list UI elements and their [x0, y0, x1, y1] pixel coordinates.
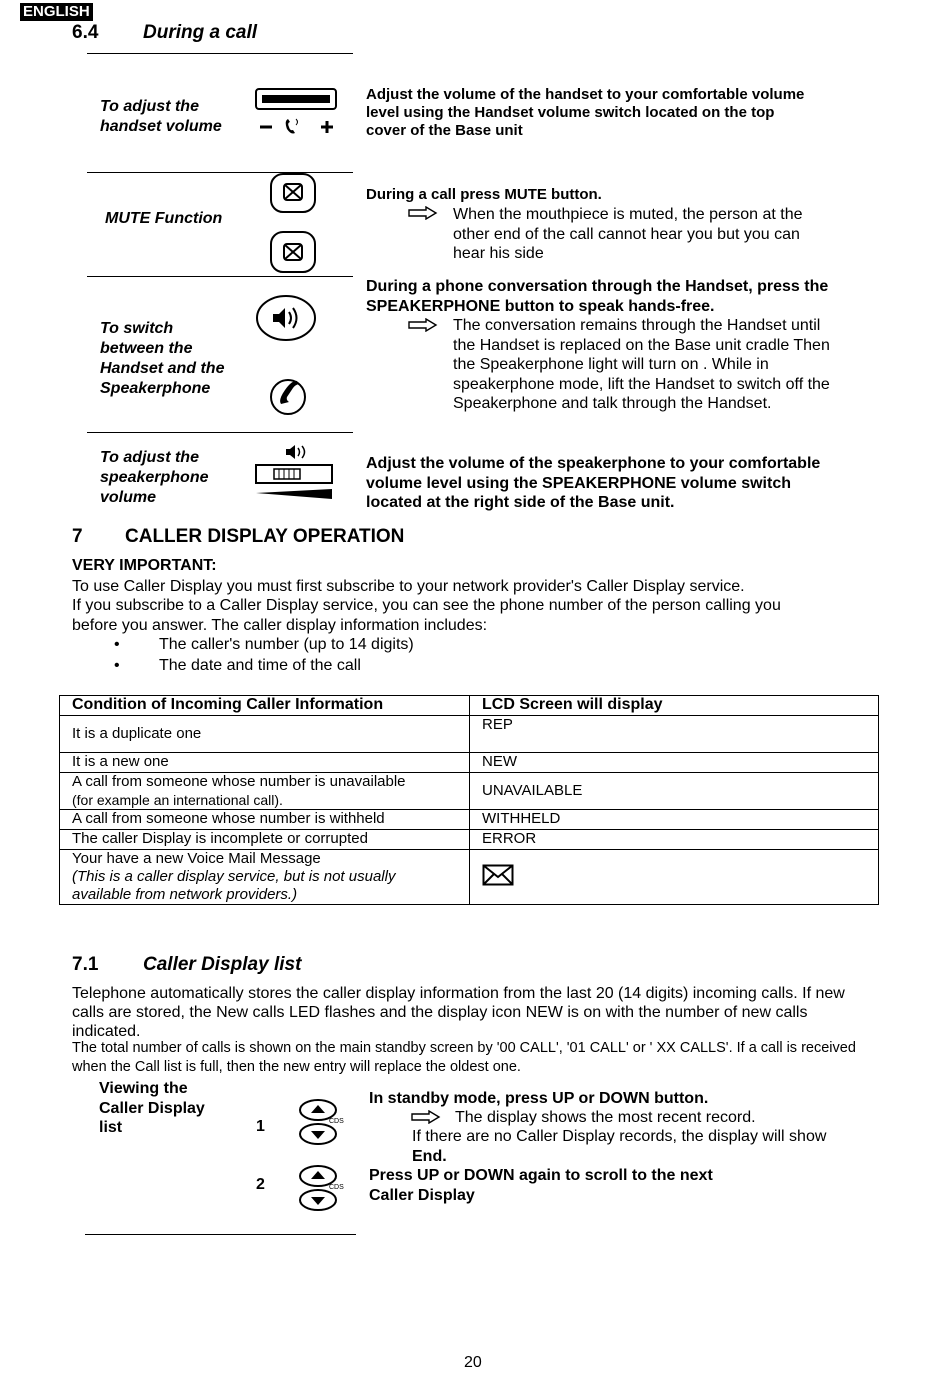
section-7-title: CALLER DISPLAY OPERATION: [125, 526, 405, 547]
step-number: 1: [256, 1118, 265, 1135]
intro-line-1: To use Caller Display you must first subscribe to your network provider's Caller Display service.: [72, 578, 745, 595]
step-1-text: In standby mode, press UP or DOWN button.: [369, 1090, 709, 1107]
bullet-item: • The date and time of the call: [72, 656, 414, 677]
info-bullets: [72, 635, 414, 676]
divider: [85, 1234, 356, 1235]
table-cell-display: NEW: [470, 753, 879, 773]
table-cell-display: WITHHELD: [470, 810, 879, 830]
intro-line-2: If you subscribe to a Caller Display service, you can see the phone number of the person calling you before you answer. The caller display information includes:: [72, 597, 781, 634]
divider: [87, 432, 353, 433]
row-label-mute: MUTE Function: [105, 210, 223, 227]
row-label-speaker-volume: To adjust the speakerphone volume: [100, 449, 209, 506]
mute-button-icon: [269, 172, 319, 276]
caller-info-table: [59, 695, 879, 905]
page-number: 20: [464, 1354, 482, 1371]
speaker-volume-switch-icon: [254, 443, 336, 501]
caller-list-para-2: The total number of calls is shown on the main standby screen by '00 CALL', '01 CALL' or ' XX CALLS'. If a call is received when the Call list is full, then the new entry will replace the oldest one.: [72, 1040, 856, 1075]
arrow-icon: [408, 318, 438, 332]
arrow-icon: [408, 206, 438, 220]
table-cell-condition: A call from someone whose number is withheld: [60, 810, 470, 830]
step-number: 2: [256, 1176, 265, 1193]
language-tag: ENGLISH: [20, 3, 93, 21]
para-text: Telephone automatically stores the caller display information from the last 20 (14 digits) incoming calls. If new calls are stored, the New calls LED flashes and the display icon NEW is on with the number of new calls indicated.: [72, 985, 845, 1040]
step-2-text: Press UP or DOWN again to scroll to the next Caller Display: [369, 1167, 713, 1204]
step-1-note-2: If there are no Caller Display records, the display will show: [412, 1128, 827, 1145]
table-cell-condition: It is a new one: [60, 753, 470, 773]
row-note-mute: When the mouthpiece is muted, the person at the other end of the call cannot hear you but you can hear his side: [453, 206, 803, 262]
cds-label: CDS: [329, 1118, 344, 1125]
handset-volume-switch-icon: [254, 87, 340, 139]
divider: [87, 276, 353, 277]
section-7-1-title: Caller Display list: [143, 954, 302, 975]
condition-note: (for example an international call).: [72, 792, 283, 808]
row-label-switch-speaker: To switch between the Handset and the Speakerphone: [100, 320, 225, 397]
row-text-switch-speaker: During a phone conversation through the Handset, press the SPEAKERPHONE button to speak hands-free.: [366, 278, 829, 315]
section-6-4-title: During a call: [143, 22, 258, 43]
table-row: [60, 830, 879, 850]
step-1-note: The display shows the most recent record.: [455, 1109, 756, 1126]
table-header: Condition of Incoming Caller Information: [60, 696, 470, 716]
bullet-item: • The caller's number (up to 14 digits): [72, 635, 414, 656]
row-text-mute: During a call press MUTE button.: [366, 186, 602, 203]
table-cell-display: REP: [470, 716, 879, 753]
caller-list-para-1: [72, 984, 872, 1041]
table-cell-condition: It is a duplicate one: [60, 716, 470, 753]
condition-text: Your have a new Voice Mail Message: [72, 850, 321, 867]
section-7-1-number: 7.1: [72, 954, 99, 975]
table-cell-display: UNAVAILABLE: [470, 773, 879, 810]
step-label-viewing: Viewing the Caller Display list: [99, 1080, 205, 1136]
row-text-handset-volume: Adjust the volume of the handset to your comfortable volume level using the Handset volume switch located on the top cover of the Base unit: [366, 86, 805, 139]
important-label: VERY IMPORTANT:: [72, 557, 217, 574]
condition-note: (This is a caller display service, but is not usually available from network providers.): [72, 868, 396, 903]
table-row: [60, 850, 879, 905]
cds-label: CDS: [329, 1184, 344, 1191]
arrow-icon: [411, 1110, 441, 1124]
divider: [87, 53, 353, 54]
table-cell-condition: [60, 773, 470, 810]
speakerphone-button-icon: [255, 292, 319, 416]
step-1-note-end: End.: [412, 1148, 447, 1165]
row-note-switch-speaker: The conversation remains through the Handset until the Handset is replaced on the Base unit cradle Then the Speakerphone light will turn on . While in speakerphone mode, lift the Handset to switch off the Speakerphone and talk through the Handset.: [453, 317, 830, 412]
table-row: [60, 716, 879, 753]
table-header-row: [60, 696, 879, 716]
row-text-speaker-volume: Adjust the volume of the speakerphone to your comfortable volume level using the SPEAKERPHONE volume switch located at the right side of the Base unit.: [366, 455, 821, 511]
row-label-handset-volume: To adjust the handset volume: [100, 98, 222, 135]
table-row: [60, 810, 879, 830]
table-cell-display: ERROR: [470, 830, 879, 850]
table-cell-condition: [60, 850, 470, 905]
table-row: [60, 753, 879, 773]
condition-text: A call from someone whose number is unavailable: [72, 773, 406, 790]
section-7-number: 7: [72, 526, 83, 547]
table-cell-display: [470, 850, 879, 905]
table-row: [60, 773, 879, 810]
table-cell-condition: The caller Display is incomplete or corrupted: [60, 830, 470, 850]
section-6-4-number: 6.4: [72, 22, 99, 43]
table-header: LCD Screen will display: [470, 696, 879, 716]
envelope-icon: [482, 864, 514, 886]
